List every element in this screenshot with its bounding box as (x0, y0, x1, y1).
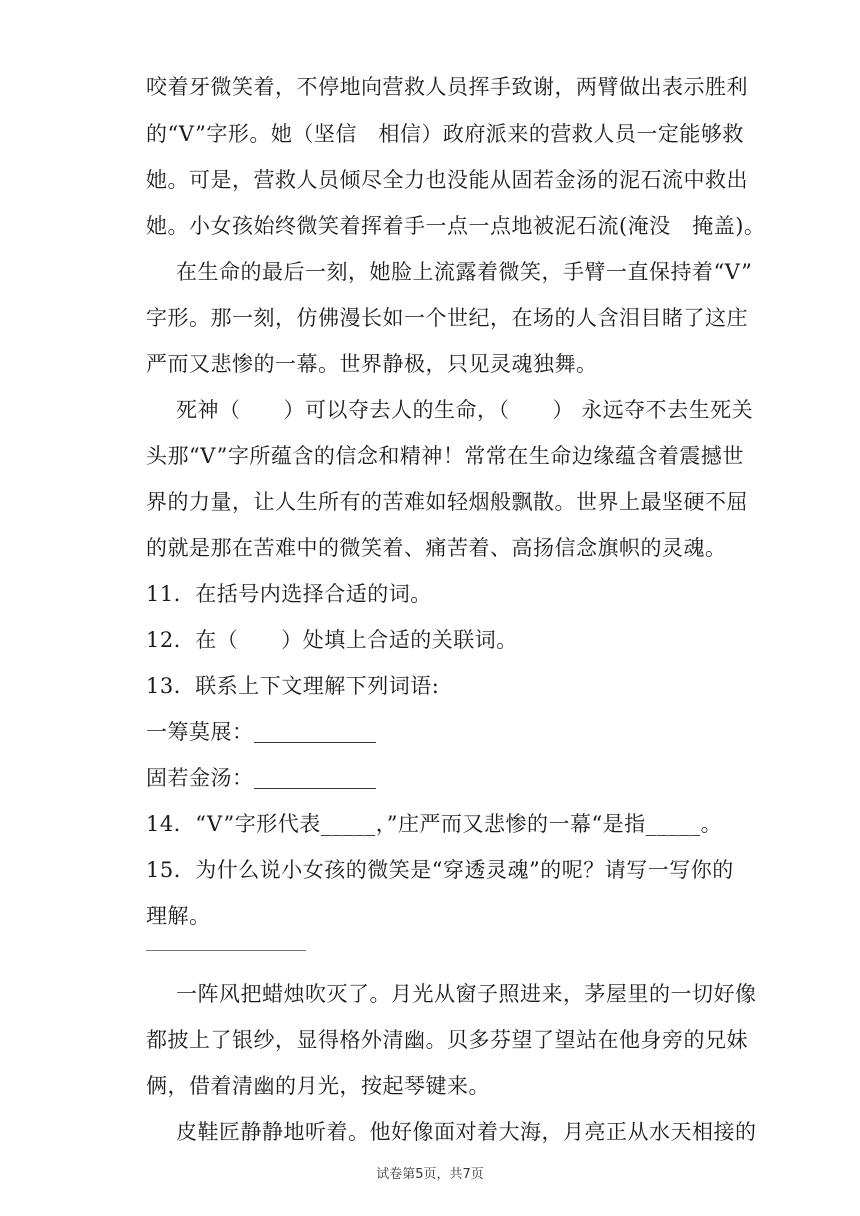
question-15-line-1: 15．为什么说小女孩的微笑是“穿透灵魂”的呢？请写一写你的 (146, 858, 734, 882)
question-14: 14．“V”字形代表_____，”庄严而又悲惨的一幕“是指_____。 (146, 812, 723, 836)
question-15-line-2: 理解。 (146, 904, 211, 928)
question-13b-label: 固若金汤： (146, 766, 254, 790)
answer-blank-13b[interactable] (254, 768, 376, 789)
section-divider (146, 950, 306, 951)
passage1-line-1: 咬着牙微笑着，不停地向营救人员挥手致谢，两臂做出表示胜利 (146, 75, 748, 99)
passage1-line-6: 字形。那一刻，仿佛漫长如一个世纪，在场的人含泪目睹了这庄 (146, 306, 748, 330)
passage1-line-9: 头那“V”字所蕴含的信念和精神！常常在生命边缘蕴含着震撼世 (146, 444, 744, 468)
passage1-line-4: 她。小女孩始终微笑着挥着手一点一点地被泥石流(淹没 掩盖)。 (146, 214, 766, 238)
question-13a-label: 一筹莫展： (146, 720, 254, 744)
passage2-line-3: 俩，借着清幽的月光，按起琴键来。 (146, 1074, 490, 1098)
passage1-line-5: 在生命的最后一刻，她脸上流露着微笑，手臂一直保持着“V” (176, 260, 753, 284)
page-footer: 试卷第5页，共7页 (376, 1167, 484, 1182)
question-12: 12．在（ ）处填上合适的关联词。 (146, 628, 518, 652)
passage1-line-3: 她。可是，营救人员倾尽全力也没能从固若金汤的泥石流中救出 (146, 168, 748, 192)
passage1-line-8: 死神（ ）可以夺去人的生命，（ ） 永远夺不去生死关 (176, 398, 754, 422)
passage1-line-2: 的“V”字形。她（坚信 相信）政府派来的营救人员一定能够救 (146, 122, 744, 146)
passage2-line-2: 都披上了银纱，显得格外清幽。贝多芬望了望站在他身旁的兄妹 (146, 1028, 748, 1052)
passage2-line-4: 皮鞋匠静静地听着。他好像面对着大海，月亮正从水天相接的 (176, 1120, 757, 1144)
passage1-line-7: 严而又悲惨的一幕。世界静极，只见灵魂独舞。 (146, 352, 598, 376)
passage1-line-11: 的就是那在苦难中的微笑着、痛苦着、高扬信念旗帜的灵魂。 (146, 536, 727, 560)
question-13a (146, 718, 718, 746)
question-13: 13．联系上下文理解下列词语: (146, 674, 440, 698)
question-13b (146, 764, 718, 792)
passage1-line-10: 界的力量，让人生所有的苦难如轻烟般飘散。世界上最坚硬不屈 (146, 490, 748, 514)
question-11: 11．在括号内选择合适的词。 (146, 582, 432, 606)
passage2-line-1: 一阵风把蜡烛吹灭了。月光从窗子照进来，茅屋里的一切好像 (176, 982, 757, 1006)
answer-blank-13a[interactable] (254, 722, 376, 743)
